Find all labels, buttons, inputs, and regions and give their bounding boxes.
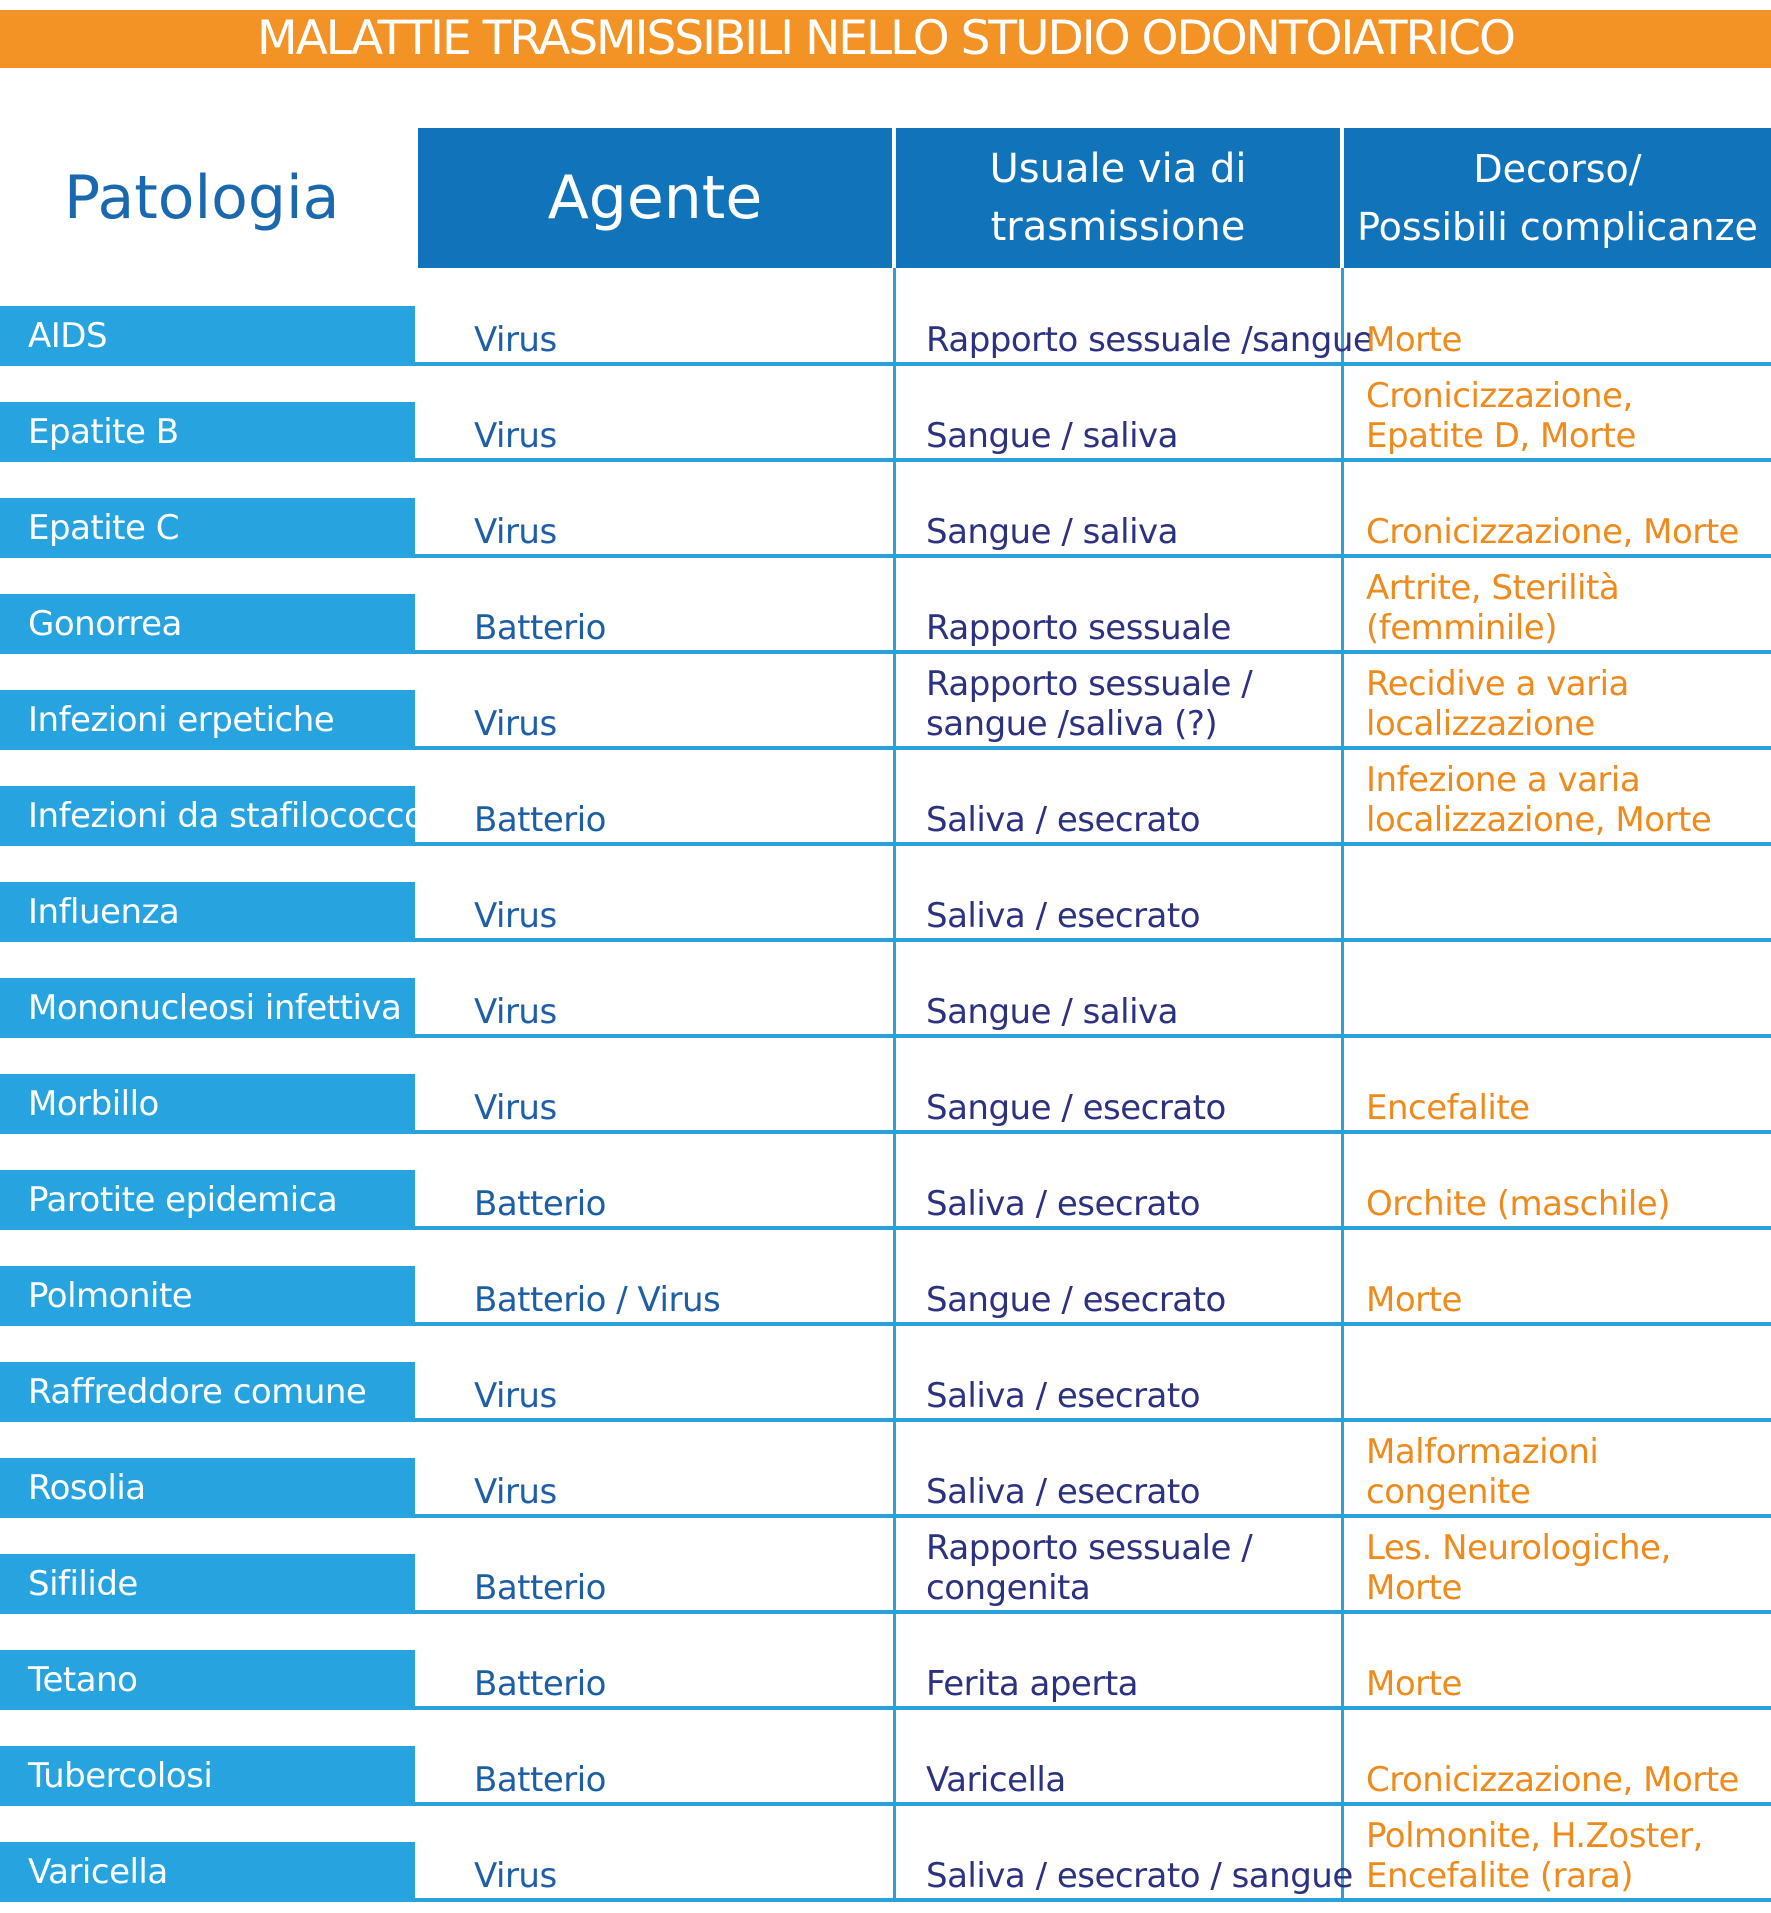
row-patologia-label: Mononucleosi infettiva bbox=[0, 978, 415, 1038]
row-patologia-label: Tetano bbox=[0, 1650, 415, 1710]
row-agente-cell: Virus bbox=[474, 1472, 557, 1512]
table-row bbox=[0, 654, 1771, 750]
row-via-cell: Rapporto sessuale / congenita bbox=[926, 1528, 1253, 1608]
row-agente-cell: Virus bbox=[474, 704, 557, 744]
row-patologia-label: Polmonite bbox=[0, 1266, 415, 1326]
header-via-trasmissione bbox=[896, 128, 1340, 268]
row-decorso-cell: Cronicizzazione, Epatite D, Morte bbox=[1366, 376, 1636, 456]
header-agente-text: Agente bbox=[547, 163, 763, 233]
table-row bbox=[0, 1230, 1771, 1326]
row-decorso-cell: Infezione a varia localizzazione, Morte bbox=[1366, 760, 1712, 840]
table-row bbox=[0, 1326, 1771, 1422]
row-patologia-label: AIDS bbox=[0, 306, 415, 366]
table-row bbox=[0, 1134, 1771, 1230]
row-patologia-label: Infezioni erpetiche bbox=[0, 690, 415, 750]
row-decorso-cell: Recidive a varia localizzazione bbox=[1366, 664, 1629, 744]
row-agente-cell: Virus bbox=[474, 992, 557, 1032]
page-title-banner: MALATTIE TRASMISSIBILI NELLO STUDIO ODONTOIATRICO bbox=[0, 10, 1771, 68]
table-row bbox=[0, 558, 1771, 654]
row-via-cell: Saliva / esecrato bbox=[926, 1376, 1201, 1416]
row-patologia-label: Parotite epidemica bbox=[0, 1170, 415, 1230]
row-via-cell: Sangue / saliva bbox=[926, 512, 1178, 552]
row-via-cell: Saliva / esecrato / sangue bbox=[926, 1856, 1353, 1896]
row-agente-cell: Virus bbox=[474, 320, 557, 360]
row-patologia-label: Rosolia bbox=[0, 1458, 415, 1518]
row-decorso-cell: Morte bbox=[1366, 1664, 1462, 1704]
row-decorso-cell: Orchite (maschile) bbox=[1366, 1184, 1670, 1224]
row-agente-cell: Virus bbox=[474, 1088, 557, 1128]
row-decorso-cell: Cronicizzazione, Morte bbox=[1366, 512, 1739, 552]
table-row bbox=[0, 366, 1771, 462]
row-decorso-cell: Encefalite bbox=[1366, 1088, 1530, 1128]
table-row bbox=[0, 942, 1771, 1038]
table-row bbox=[0, 270, 1771, 366]
header-decorso-text: Decorso/ Possibili complicanze bbox=[1357, 147, 1758, 249]
row-decorso-cell: Cronicizzazione, Morte bbox=[1366, 1760, 1739, 1800]
row-via-cell: Rapporto sessuale bbox=[926, 608, 1231, 648]
row-patologia-label: Tubercolosi bbox=[0, 1746, 415, 1806]
table-row bbox=[0, 1038, 1771, 1134]
row-agente-cell: Batterio bbox=[474, 1664, 606, 1704]
row-agente-cell: Batterio bbox=[474, 1568, 606, 1608]
header-patologia: Patologia bbox=[64, 163, 340, 233]
row-via-cell: Sangue / esecrato bbox=[926, 1088, 1226, 1128]
row-patologia-label: Raffreddore comune bbox=[0, 1362, 415, 1422]
row-agente-cell: Batterio bbox=[474, 800, 606, 840]
table-row bbox=[0, 1422, 1771, 1518]
row-via-cell: Saliva / esecrato bbox=[926, 1184, 1201, 1224]
row-agente-cell: Batterio bbox=[474, 1760, 606, 1800]
row-patologia-label: Influenza bbox=[0, 882, 415, 942]
header-decorso bbox=[1344, 128, 1771, 268]
table-row bbox=[0, 462, 1771, 558]
row-agente-cell: Virus bbox=[474, 896, 557, 936]
row-patologia-label: Infezioni da stafilococco bbox=[0, 786, 415, 846]
row-via-cell: Rapporto sessuale /sangue bbox=[926, 320, 1374, 360]
row-agente-cell: Batterio bbox=[474, 608, 606, 648]
row-via-cell: Varicella bbox=[926, 1760, 1066, 1800]
row-patologia-label: Varicella bbox=[0, 1842, 415, 1902]
row-via-cell: Ferita aperta bbox=[926, 1664, 1138, 1704]
row-via-cell: Saliva / esecrato bbox=[926, 896, 1201, 936]
table-row bbox=[0, 1710, 1771, 1806]
row-decorso-cell: Polmonite, H.Zoster, Encefalite (rara) bbox=[1366, 1816, 1703, 1896]
row-via-cell: Saliva / esecrato bbox=[926, 1472, 1201, 1512]
header-via-text: Usuale via di trasmissione bbox=[989, 146, 1247, 250]
row-divider-line bbox=[415, 1898, 1771, 1902]
row-patologia-label: Morbillo bbox=[0, 1074, 415, 1134]
row-patologia-label: Gonorrea bbox=[0, 594, 415, 654]
row-agente-cell: Virus bbox=[474, 1856, 557, 1896]
row-via-cell: Sangue / saliva bbox=[926, 992, 1178, 1032]
header-agente bbox=[418, 128, 892, 268]
row-agente-cell: Batterio / Virus bbox=[474, 1280, 721, 1320]
row-decorso-cell: Artrite, Sterilità (femminile) bbox=[1366, 568, 1620, 648]
row-patologia-label: Epatite C bbox=[0, 498, 415, 558]
row-decorso-cell: Morte bbox=[1366, 1280, 1462, 1320]
row-decorso-cell: Les. Neurologiche, Morte bbox=[1366, 1528, 1671, 1608]
row-via-cell: Sangue / saliva bbox=[926, 416, 1178, 456]
row-decorso-cell: Malformazioni congenite bbox=[1366, 1432, 1599, 1512]
table-row bbox=[0, 750, 1771, 846]
table-row bbox=[0, 846, 1771, 942]
row-decorso-cell: Morte bbox=[1366, 320, 1462, 360]
row-agente-cell: Batterio bbox=[474, 1184, 606, 1224]
table-row bbox=[0, 1614, 1771, 1710]
row-patologia-label: Epatite B bbox=[0, 402, 415, 462]
table-row bbox=[0, 1518, 1771, 1614]
row-via-cell: Saliva / esecrato bbox=[926, 800, 1201, 840]
row-agente-cell: Virus bbox=[474, 1376, 557, 1416]
row-agente-cell: Virus bbox=[474, 512, 557, 552]
row-via-cell: Rapporto sessuale / sangue /saliva (?) bbox=[926, 664, 1253, 744]
row-via-cell: Sangue / esecrato bbox=[926, 1280, 1226, 1320]
table-row bbox=[0, 1806, 1771, 1902]
row-patologia-label: Sifilide bbox=[0, 1554, 415, 1614]
row-agente-cell: Virus bbox=[474, 416, 557, 456]
